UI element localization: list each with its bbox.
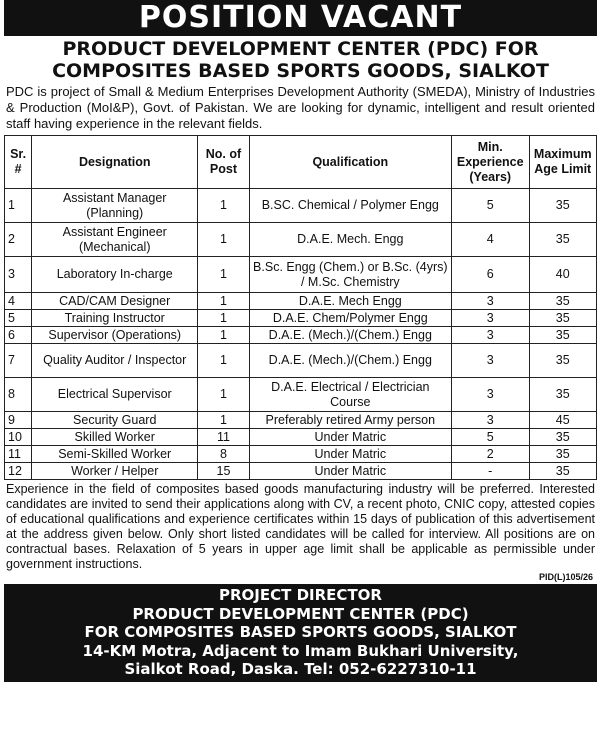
table-row — [5, 189, 597, 223]
cell-sr: 5 — [5, 310, 32, 327]
cell-qualification: Under Matric — [249, 463, 451, 480]
cell-age-limit: 40 — [529, 257, 597, 293]
org-title-line-1: PRODUCT DEVELOPMENT CENTER (PDC) FOR — [62, 38, 539, 60]
cell-age-limit: 35 — [529, 189, 597, 223]
header-qualification: Qualification — [249, 136, 451, 189]
cell-experience: 4 — [451, 223, 529, 257]
table-row — [5, 378, 597, 412]
header-age-limit: Maximum Age Limit — [529, 136, 597, 189]
cell-designation: Quality Auditor / Inspector — [32, 344, 198, 378]
cell-posts: 1 — [198, 327, 249, 344]
headline: POSITION VACANT — [4, 0, 597, 36]
footer-phone: Sialkot Road, Daska. Tel: 052-6227310-11 — [124, 660, 477, 678]
cell-qualification: Under Matric — [249, 446, 451, 463]
cell-qualification: B.SC. Chemical / Polymer Engg — [249, 189, 451, 223]
cell-qualification: D.A.E. (Mech.)/(Chem.) Engg — [249, 327, 451, 344]
cell-designation: CAD/CAM Designer — [32, 293, 198, 310]
cell-qualification: D.A.E. Mech. Engg — [249, 223, 451, 257]
cell-sr: 2 — [5, 223, 32, 257]
cell-posts: 1 — [198, 293, 249, 310]
cell-age-limit: 35 — [529, 223, 597, 257]
cell-qualification: D.A.E. Chem/Polymer Engg — [249, 310, 451, 327]
cell-experience: 5 — [451, 189, 529, 223]
table-row — [5, 327, 597, 344]
org-title-line-2: COMPOSITES BASED SPORTS GOODS, SIALKOT — [52, 60, 549, 82]
cell-age-limit: 35 — [529, 293, 597, 310]
contact-footer — [4, 584, 597, 682]
cell-designation: Assistant Engineer (Mechanical) — [32, 223, 198, 257]
cell-posts: 1 — [198, 310, 249, 327]
cell-posts: 15 — [198, 463, 249, 480]
cell-qualification: Under Matric — [249, 429, 451, 446]
cell-qualification: D.A.E. Mech Engg — [249, 293, 451, 310]
cell-posts: 1 — [198, 223, 249, 257]
cell-designation: Skilled Worker — [32, 429, 198, 446]
header-sr: Sr. # — [5, 136, 32, 189]
cell-qualification: B.Sc. Engg (Chem.) or B.Sc. (4yrs) / M.Sc. Chemistry — [249, 257, 451, 293]
cell-sr: 10 — [5, 429, 32, 446]
table-row — [5, 344, 597, 378]
table-body — [5, 189, 597, 480]
footer-org-location: FOR COMPOSITES BASED SPORTS GOODS, SIALKOT — [84, 623, 517, 641]
cell-experience: 3 — [451, 327, 529, 344]
table-header-row — [5, 136, 597, 189]
cell-designation: Laboratory In-charge — [32, 257, 198, 293]
cell-experience: 3 — [451, 310, 529, 327]
cell-posts: 1 — [198, 344, 249, 378]
cell-sr: 4 — [5, 293, 32, 310]
cell-designation: Electrical Supervisor — [32, 378, 198, 412]
positions-table — [4, 135, 597, 480]
footer-title: PROJECT DIRECTOR — [219, 586, 382, 604]
reference-code: PID(L)105/26 — [538, 572, 593, 582]
cell-sr: 12 — [5, 463, 32, 480]
cell-posts: 8 — [198, 446, 249, 463]
cell-sr: 9 — [5, 412, 32, 429]
table-row — [5, 463, 597, 480]
cell-experience: 3 — [451, 412, 529, 429]
cell-experience: 3 — [451, 378, 529, 412]
cell-experience: 2 — [451, 446, 529, 463]
cell-age-limit: 35 — [529, 327, 597, 344]
header-posts: No. of Post — [198, 136, 249, 189]
table-row — [5, 412, 597, 429]
cell-sr: 8 — [5, 378, 32, 412]
table-row — [5, 310, 597, 327]
cell-qualification: D.A.E. (Mech.)/(Chem.) Engg — [249, 344, 451, 378]
header-experience: Min. Experience (Years) — [451, 136, 529, 189]
cell-sr: 1 — [5, 189, 32, 223]
cell-posts: 1 — [198, 257, 249, 293]
footer-org: PRODUCT DEVELOPMENT CENTER (PDC) — [132, 604, 469, 623]
cell-qualification: Preferably retired Army person — [249, 412, 451, 429]
cell-sr: 11 — [5, 446, 32, 463]
cell-posts: 1 — [198, 412, 249, 429]
cell-designation: Assistant Manager (Planning) — [32, 189, 198, 223]
header-designation: Designation — [32, 136, 198, 189]
cell-posts: 11 — [198, 429, 249, 446]
cell-experience: 5 — [451, 429, 529, 446]
cell-sr: 7 — [5, 344, 32, 378]
cell-posts: 1 — [198, 378, 249, 412]
cell-qualification: D.A.E. Electrical / Electrician Course — [249, 378, 451, 412]
cell-posts: 1 — [198, 189, 249, 223]
cell-designation: Training Instructor — [32, 310, 198, 327]
cell-age-limit: 35 — [529, 463, 597, 480]
intro-paragraph: PDC is project of Small & Medium Enterprises Development Authority (SMEDA), Ministry of Industries & Production (MoI&P), Govt. of Pakistan. We are looking for dynamic, intelligent and result oriented staff having experience in the relevant fields. — [6, 84, 595, 131]
cell-experience: 6 — [451, 257, 529, 293]
cell-designation: Worker / Helper — [32, 463, 198, 480]
table-row — [5, 257, 597, 293]
cell-sr: 3 — [5, 257, 32, 293]
cell-designation: Semi-Skilled Worker — [32, 446, 198, 463]
cell-experience: - — [451, 463, 529, 480]
cell-experience: 3 — [451, 344, 529, 378]
cell-age-limit: 35 — [529, 378, 597, 412]
table-row — [5, 429, 597, 446]
cell-age-limit: 45 — [529, 412, 597, 429]
cell-experience: 3 — [451, 293, 529, 310]
cell-age-limit: 35 — [529, 446, 597, 463]
footer-address: 14-KM Motra, Adjacent to Imam Bukhari University, — [82, 641, 519, 660]
table-row — [5, 293, 597, 310]
cell-designation: Supervisor (Operations) — [32, 327, 198, 344]
closing-paragraph: Experience in the field of composites based goods manufacturing industry will be preferred. Interested candidates are invited to send their applications along with CV, a recent photo, CNIC copy, attested copies of educational qualifications and experience certificates within 15 days of publication of this advertisement at the address given below. Only short listed candidates will be called for interview. All positions are on contractual bases. Relaxation of 5 years in upper age limit shall be applicable as permissible under government instructions. — [6, 482, 595, 571]
table-row — [5, 446, 597, 463]
cell-age-limit: 35 — [529, 310, 597, 327]
cell-age-limit: 35 — [529, 344, 597, 378]
cell-age-limit: 35 — [529, 429, 597, 446]
table-row — [5, 223, 597, 257]
cell-sr: 6 — [5, 327, 32, 344]
cell-designation: Security Guard — [32, 412, 198, 429]
